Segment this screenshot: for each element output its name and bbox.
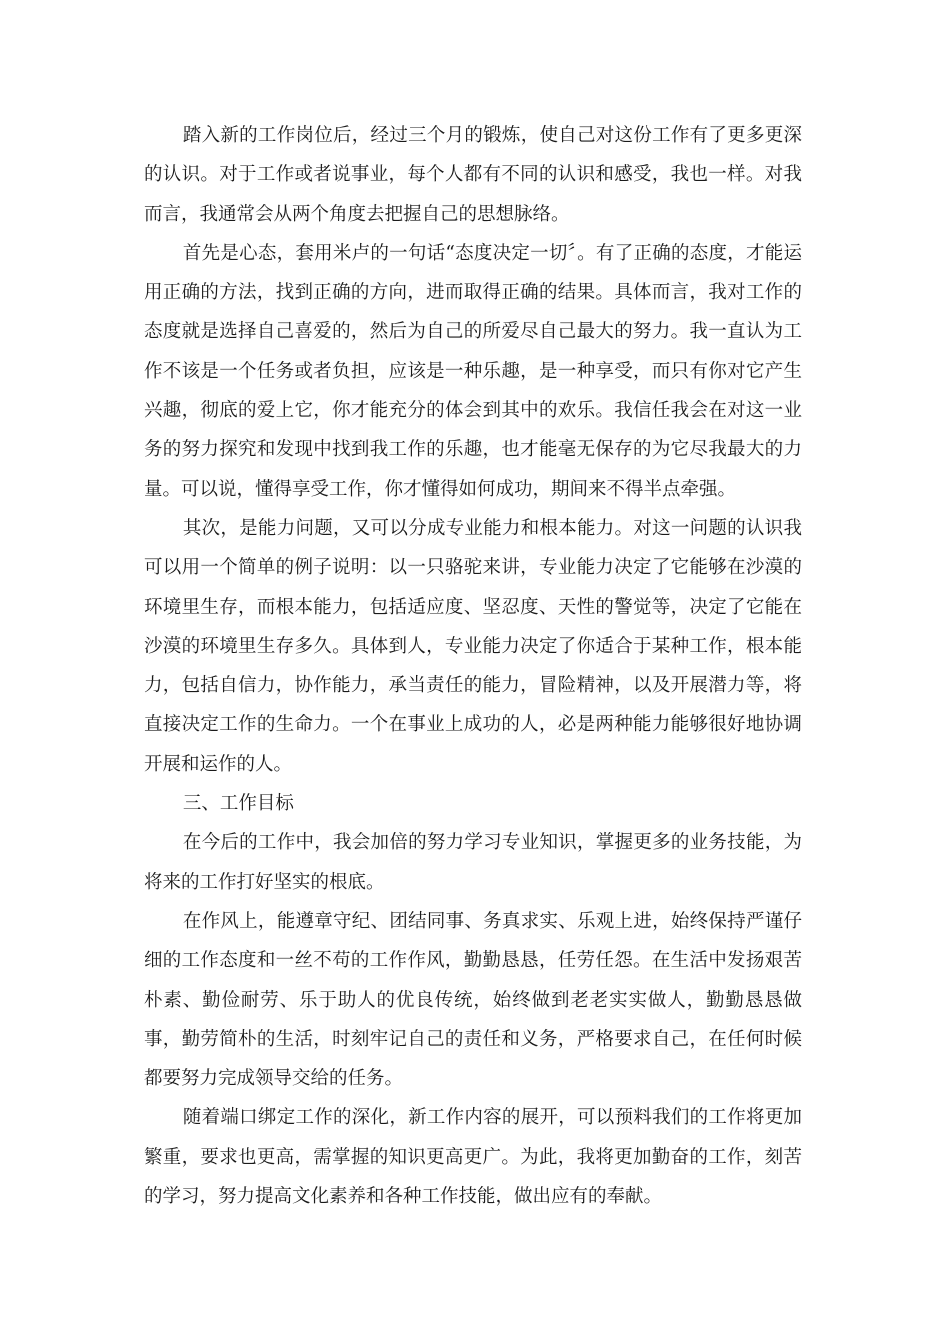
document-body — [144, 116, 802, 1216]
paragraph-ability: 其次，是能力问题，又可以分成专业能力和根本能力。对这一问题的认识我可以用一个简单的例子说明：以一只骆驼来讲，专业能力决定了它能够在沙漠的环境里生存，而根本能力，包括适应度、坚忍度、天性的警觉等，决定了它能在沙漠的环境里生存多久。具体到人，专业能力决定了你适合于某种工作，根本能力，包括自信力，协作能力，承当责任的能力，冒险精神，以及开展潜力等，将直接决定工作的生命力。一个在事业上成功的人，必是两种能力能够很好地协调开展和运作的人。 — [144, 517, 802, 775]
paragraph-attitude: 首先是心态，套用米卢的一句话“态度决定一切〞。有了正确的态度，才能运用正确的方法，找到正确的方向，进而取得正确的结果。具体而言，我对工作的态度就是选择自己喜爱的，然后为自己的所爱尽自己最大的努力。我一直认为工作不该是一个任务或者负担，应该是一种乐趣，是一种享受，而只有你对它产生兴趣，彻底的爱上它，你才能充分的体会到其中的欢乐。我信任我会在对这一业务的努力探究和发现中找到我工作的乐趣，也才能毫无保存的为它尽我最大的力量。可以说，懂得享受工作，你才懂得如何成功，期间来不得半点牵强。 — [144, 242, 802, 500]
paragraph-outlook: 随着端口绑定工作的深化，新工作内容的展开，可以预料我们的工作将更加繁重，要求也更高，需掌握的知识更高更广。为此，我将更加勤奋的工作，刻苦的学习，努力提高文化素养和各种工作技能，做出应有的奉献。 — [144, 1107, 802, 1208]
paragraph-mindset-intro: 踏入新的工作岗位后，经过三个月的锻炼，使自己对这份工作有了更多更深的认识。对于工作或者说事业，每个人都有不同的认识和感受，我也一样。对我而言，我通常会从两个角度去把握自己的思想脉络。 — [144, 125, 802, 225]
paragraph-work-style: 在作风上，能遵章守纪、团结同事、务真求实、乐观上进，始终保持严谨仔细的工作态度和一丝不苟的工作作风，勤勤恳恳，任劳任怨。在生活中发扬艰苦朴素、勤俭耐劳、乐于助人的优良传统，始终做到老老实实做人，勤勤恳恳做事，勤劳简朴的生活，时刻牢记自己的责任和义务，严格要求自己，在任何时候都要努力完成领导交给的任务。 — [144, 910, 802, 1090]
section-heading-work-goals: 三、工作目标 — [182, 793, 294, 815]
paragraph-future-study: 在今后的工作中，我会加倍的努力学习专业知识，掌握更多的业务技能，为将来的工作打好坚实的根底。 — [144, 832, 802, 893]
